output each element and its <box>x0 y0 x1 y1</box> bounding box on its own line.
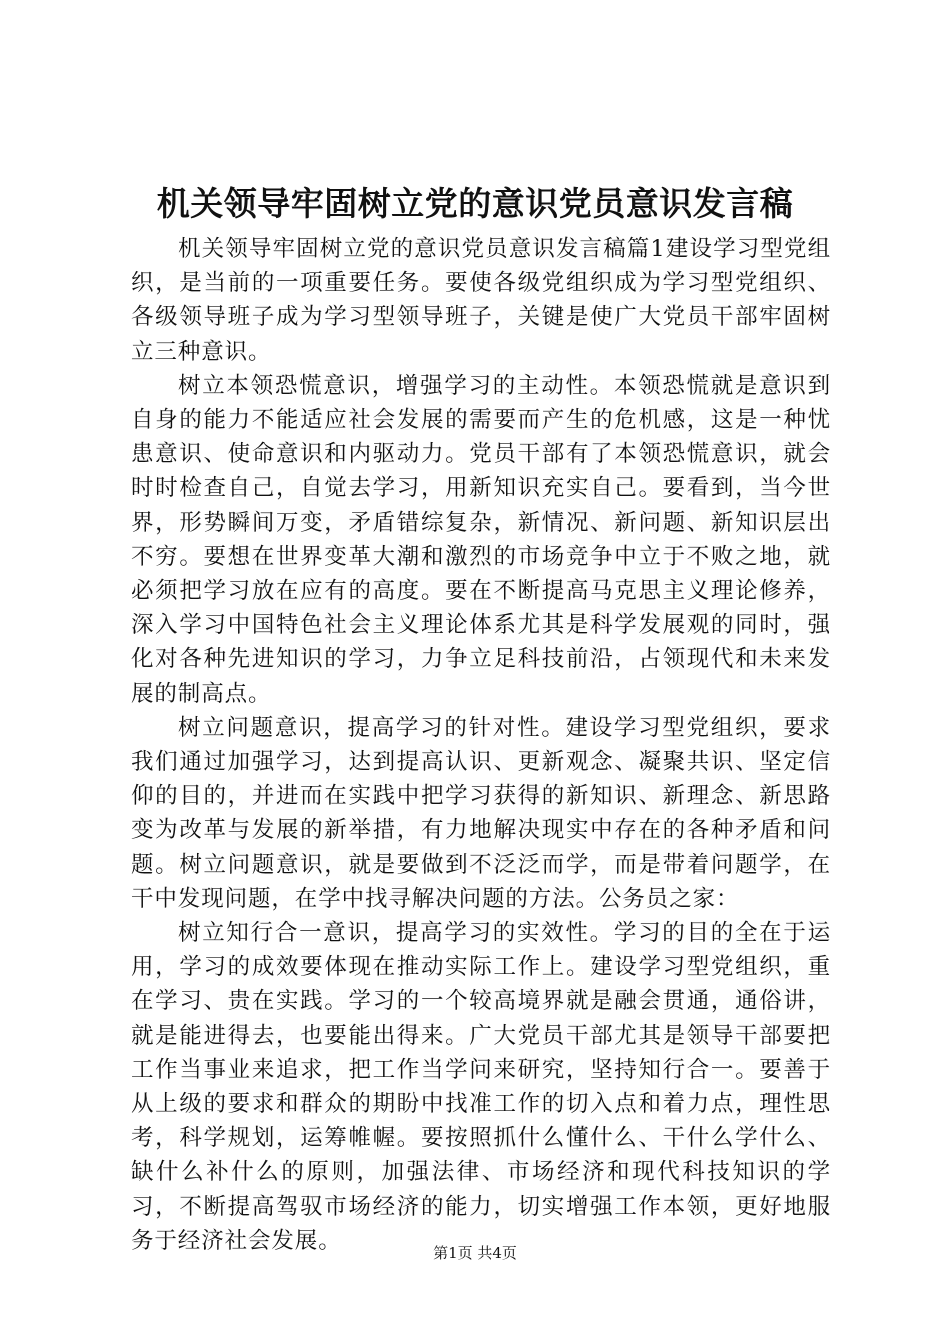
page-number-footer: 第1页 共4页 <box>433 1244 517 1262</box>
document-body <box>131 232 831 1258</box>
document-title: 机关领导牢固树立党的意识党员意识发言稿 <box>156 184 794 223</box>
paragraph-4: 树立知行合一意识，提高学习的实效性。学习的目的全在于运用，学习的成效要体现在推动实际工作上。建设学习型党组织，重在学习、贵在实践。学习的一个较高境界就是融会贯通，通俗讲，就是能进得去，也要能出得来。广大党员干部尤其是领导干部要把工作当事业来追求，把工作当学问来研究，坚持知行合一。要善于从上级的要求和群众的期盼中找准工作的切入点和着力点，理性思考，科学规划，运筹帷幄。要按照抓什么懂什么、干什么学什么、缺什么补什么的原则，加强法律、市场经济和现代科技知识的学习，不断提高驾驭市场经济的能力，切实增强工作本领，更好地服务于经济社会发展。 <box>131 920 831 1254</box>
paragraph-1: 机关领导牢固树立党的意识党员意识发言稿篇1建设学习型党组织，是当前的一项重要任务。要使各级党组织成为学习型党组织、各级领导班子成为学习型领导班子，关键是使广大党员干部牢固树立三种意识。 <box>131 236 831 365</box>
paragraph-3: 树立问题意识，提高学习的针对性。建设学习型党组织，要求我们通过加强学习，达到提高认识、更新观念、凝聚共识、坚定信仰的目的，并进而在实践中把学习获得的新知识、新理念、新思路变为改革与发展的新举措，有力地解决现实中存在的各种矛盾和问题。树立问题意识，就是要做到不泛泛而学，而是带着问题学，在干中发现问题，在学中找寻解决问题的方法。公务员之家： <box>131 714 831 912</box>
paragraph-2: 树立本领恐慌意识，增强学习的主动性。本领恐慌就是意识到自身的能力不能适应社会发展的需要而产生的危机感，这是一种忧患意识、使命意识和内驱动力。党员干部有了本领恐慌意识，就会时时检查自己，自觉去学习，用新知识充实自己。要看到，当今世界，形势瞬间万变，矛盾错综复杂，新情况、新问题、新知识层出不穷。要想在世界变革大潮和激烈的市场竞争中立于不败之地，就必须把学习放在应有的高度。要在不断提高马克思主义理论修养，深入学习中国特色社会主义理论体系尤其是科学发展观的同时，强化对各种先进知识的学习，力争立足科技前沿，占领现代和未来发展的制高点。 <box>131 372 831 707</box>
